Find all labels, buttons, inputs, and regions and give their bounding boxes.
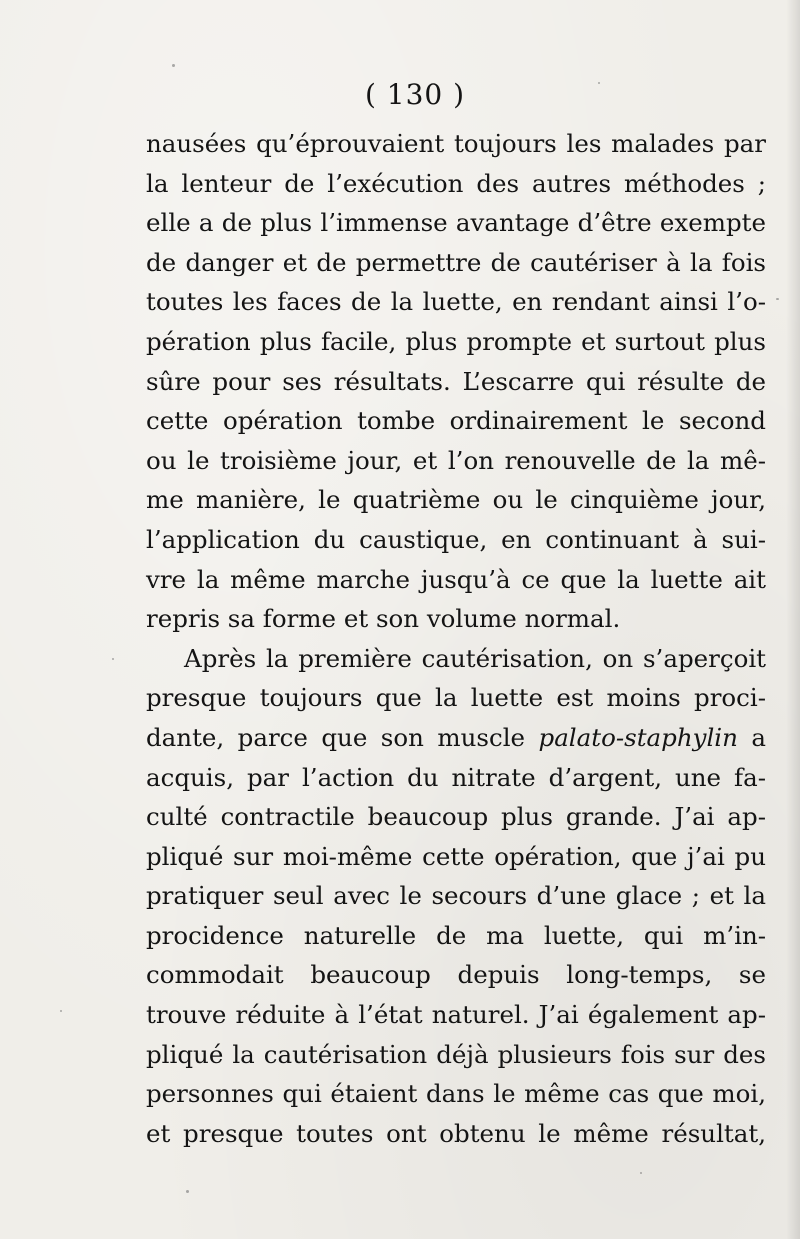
text-line: toutes les faces de la luette, en rendant ainsi l’o-	[146, 287, 766, 317]
page-number: ( 130 )	[364, 78, 466, 111]
text-line: trouve réduite à l’état naturel. J’ai également ap-	[146, 1000, 766, 1030]
text-line: pliqué la cautérisation déjà plusieurs fois sur des	[146, 1039, 766, 1069]
text-line: nausées qu’éprouvaient toujours les malades par	[146, 129, 766, 158]
paper-speck	[60, 1010, 62, 1012]
paper-speck	[598, 82, 600, 84]
text-line: repris sa forme et son volume normal.	[146, 604, 621, 634]
paper-speck	[640, 1172, 642, 1174]
text-line: elle a de plus l’immense avantage d’être exempte	[146, 208, 766, 238]
text-line: commodait beaucoup depuis long-temps, se	[146, 960, 766, 990]
text-line: personnes qui étaient dans le même cas que moi,	[146, 1079, 766, 1109]
text-line: Après la première cautérisation, on s’aperçoit	[184, 643, 766, 673]
text-line: l’application du caustique, en continuant à sui-	[146, 524, 766, 554]
text-line: me manière, le quatrième ou le cinquième jour,	[146, 485, 766, 515]
text-line: presque toujours que la luette est moins proci-	[146, 683, 766, 713]
text-line: cette opération tombe ordinairement le second	[146, 406, 766, 436]
paper-speck	[172, 64, 175, 67]
text-line: pération plus facile, plus prompte et surtout plus	[146, 326, 766, 356]
text-line: procidence naturelle de ma luette, qui m’in-	[146, 920, 766, 950]
paper-speck	[186, 1190, 189, 1193]
text-run: a	[737, 722, 766, 752]
page-edge-shadow	[786, 0, 800, 1239]
paper-speck	[776, 298, 779, 300]
text-line: et presque toutes ont obtenu le même résultat,	[146, 1118, 766, 1148]
text-line: sûre pour ses résultats. L’escarre qui résulte de	[146, 366, 766, 396]
text-line: culté contractile beaucoup plus grande. J’ai ap-	[146, 802, 766, 832]
text-run: dante, parce que son muscle	[146, 722, 539, 752]
text-line-with-italic	[146, 718, 766, 758]
text-line: ou le troisième jour, et l’on renouvelle de la mê-	[146, 445, 766, 475]
body-text	[146, 124, 766, 1153]
text-line: pratiquer seul avec le secours d’une glace ; et la	[146, 881, 766, 911]
text-line: acquis, par l’action du nitrate d’argent, une fa-	[146, 762, 766, 792]
text-line: de danger et de permettre de cautériser à la fois	[146, 247, 766, 277]
text-line: la lenteur de l’exécution des autres méthodes ;	[146, 168, 766, 198]
text-line: vre la même marche jusqu’à ce que la luette ait	[146, 564, 766, 594]
italic-term: palato-staphylin	[538, 722, 738, 752]
paper-speck	[112, 658, 114, 660]
text-line: pliqué sur moi-même cette opération, que j’ai pu	[146, 841, 766, 871]
